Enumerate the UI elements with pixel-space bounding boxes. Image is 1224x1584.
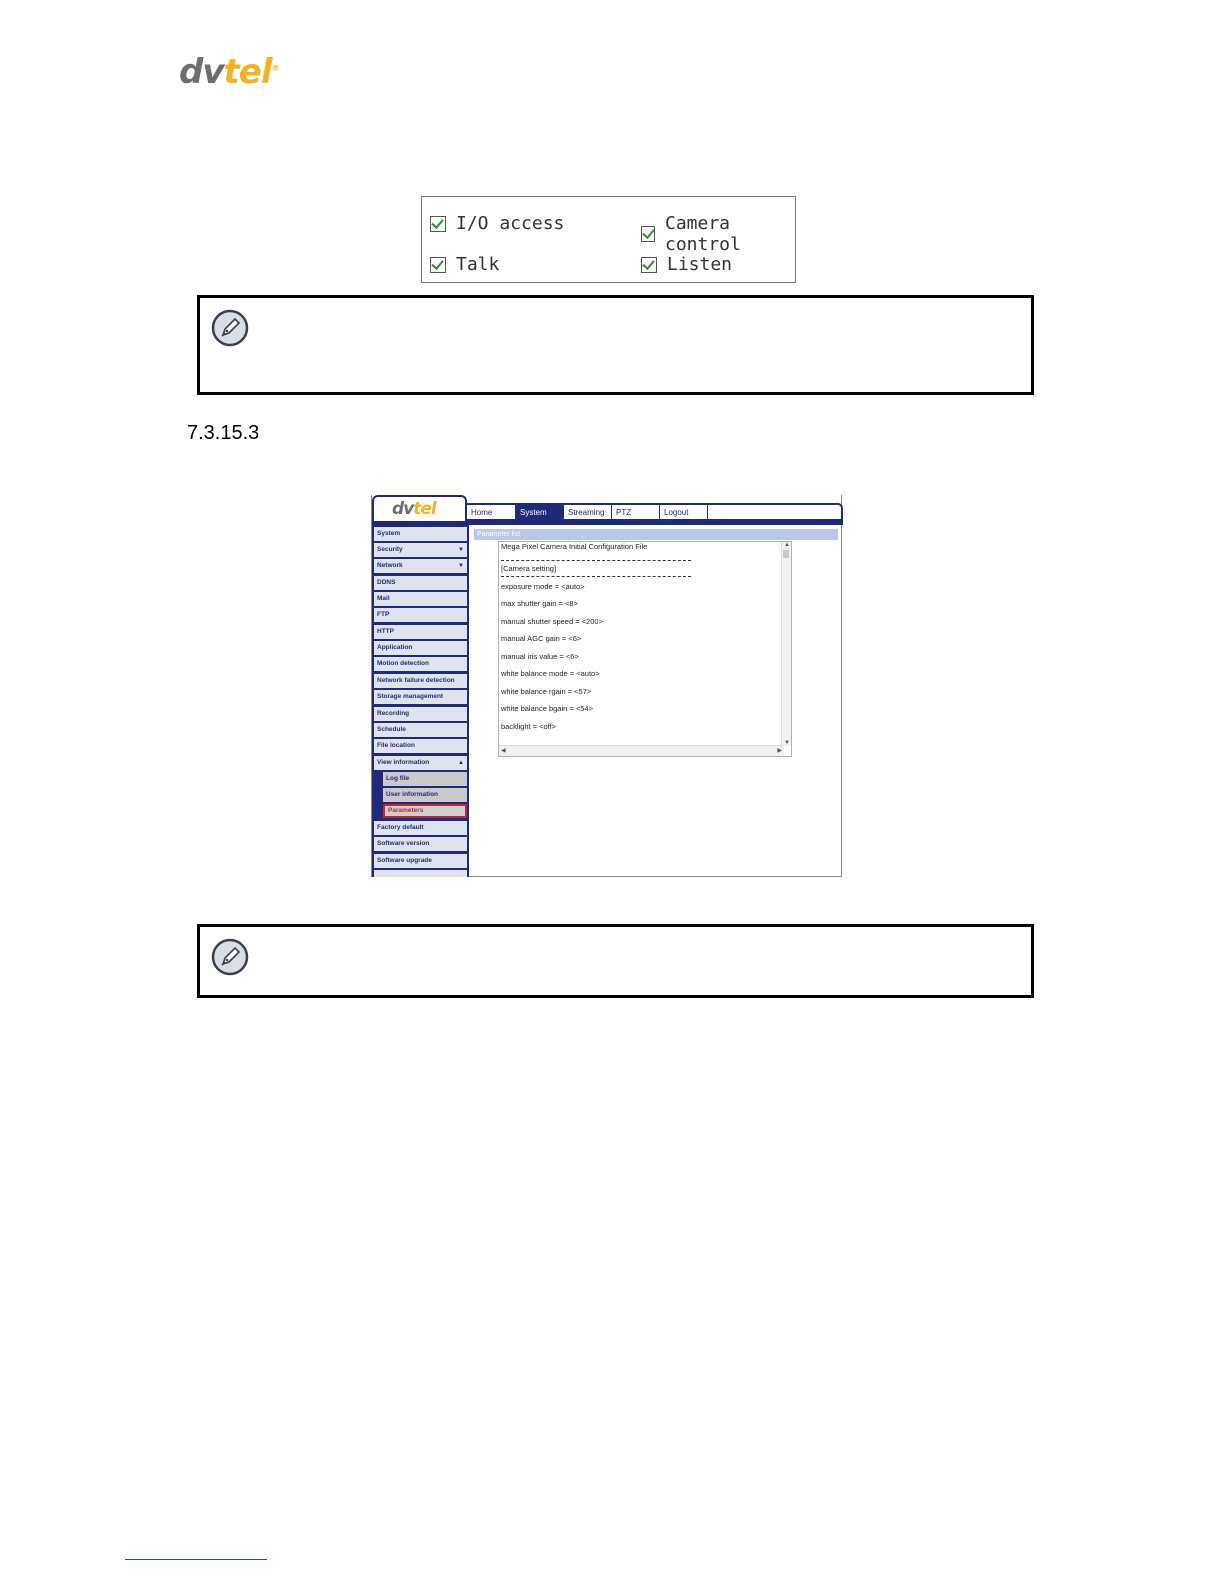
io-access-option[interactable] xyxy=(430,213,564,234)
content-title: Parameter list xyxy=(474,529,838,540)
logo-dv: dv xyxy=(179,52,224,92)
param-line: white balance bgain = <54> xyxy=(501,704,593,713)
horizontal-scrollbar[interactable] xyxy=(499,745,784,756)
talk-label: Talk xyxy=(456,254,500,275)
logo-registered-mark: ® xyxy=(271,63,279,73)
dvtel-logo xyxy=(179,52,278,92)
listen-label: Listen xyxy=(667,254,733,275)
param-line: manual iris value = <6> xyxy=(501,652,579,661)
param-line: exposure mode = <auto> xyxy=(501,582,585,591)
sidebar-item-recording[interactable]: Recording xyxy=(374,707,467,721)
talk-option[interactable] xyxy=(430,254,499,275)
triangle-down-icon: ▼ xyxy=(458,563,464,569)
camera-control-label: Camera control xyxy=(665,213,741,255)
note-box xyxy=(197,295,1034,395)
sidebar-item-ftp[interactable]: FTP xyxy=(374,608,467,622)
param-line: white balance mode = <auto> xyxy=(501,669,600,678)
ui-logo-tab xyxy=(372,495,467,521)
nav-tab-home[interactable]: Home xyxy=(467,505,516,521)
param-line: backlight = <off> xyxy=(501,722,557,731)
triangle-up-icon: ▲ xyxy=(458,760,464,766)
sidebar-item-ddns[interactable]: DDNS xyxy=(374,576,467,590)
logo-tel: tel xyxy=(223,52,272,92)
param-line: white balance rgain = <57> xyxy=(501,687,592,696)
param-line: manual AGC gain = <6> xyxy=(501,634,582,643)
separator-line xyxy=(501,560,691,561)
sidebar-subitem-user-information[interactable]: User information xyxy=(383,788,467,802)
checkbox-checked-icon[interactable] xyxy=(430,257,446,273)
pen-note-icon xyxy=(210,937,250,977)
nav-tab-system[interactable]: System xyxy=(516,505,564,521)
param-section: [Camera setting] xyxy=(501,564,557,573)
scroll-down-arrow-icon[interactable]: ▼ xyxy=(784,740,790,746)
sidebar-subitem-parameters[interactable]: Parameters xyxy=(383,804,467,818)
section-number: 7.3.15.3 xyxy=(187,422,260,444)
sidebar-item-view-information[interactable]: View information ▲ xyxy=(374,756,467,770)
note-box xyxy=(197,924,1034,998)
nav-tab-ptz[interactable]: PTZ xyxy=(612,505,660,521)
sidebar-item-motion-detection[interactable]: Motion detection xyxy=(374,657,467,671)
param-file-title: Mega Pixel Camera Initial Configuration File xyxy=(501,542,648,551)
sidebar-item-security[interactable]: Security ▼ xyxy=(374,543,467,557)
listen-option[interactable] xyxy=(641,254,732,275)
sidebar-item-factory-default[interactable]: Factory default xyxy=(374,821,467,835)
sidebar-item-network-failure-detection[interactable]: Network failure detection xyxy=(374,674,467,688)
triangle-down-icon: ▼ xyxy=(458,547,464,553)
sidebar-item-system[interactable]: System xyxy=(374,527,467,541)
sidebar-item-schedule[interactable]: Schedule xyxy=(374,723,467,737)
ui-logo-dv: dv xyxy=(392,499,414,519)
separator-line xyxy=(501,576,691,577)
parameter-list-textarea[interactable] xyxy=(498,541,792,757)
io-access-label: I/O access xyxy=(456,213,565,234)
sidebar-item-application[interactable]: Application xyxy=(374,641,467,655)
sidebar-item-storage-management[interactable]: Storage management xyxy=(374,690,467,704)
sidebar-item-software-version[interactable]: Software version xyxy=(374,837,467,851)
sidebar-item-http[interactable]: HTTP xyxy=(374,625,467,639)
camera-control-option[interactable] xyxy=(641,213,795,255)
footer-link-underline xyxy=(125,1559,267,1560)
nav-tab-streaming[interactable]: Streaming xyxy=(564,505,612,521)
sidebar-subitem-log-file[interactable]: Log file xyxy=(383,772,467,786)
sidebar-item-partial xyxy=(374,870,467,877)
sidebar-item-mail[interactable]: Mail xyxy=(374,592,467,606)
pen-note-icon xyxy=(210,308,250,348)
checkbox-checked-icon[interactable] xyxy=(641,257,657,273)
param-line: manual shutter speed = <200> xyxy=(501,617,603,626)
vertical-scrollbar[interactable] xyxy=(781,542,791,746)
scroll-thumb[interactable] xyxy=(783,550,789,558)
permissions-panel xyxy=(421,196,796,283)
top-nav-bar xyxy=(467,503,843,521)
ui-dvtel-logo xyxy=(392,499,436,519)
ui-logo-tel: tel xyxy=(413,499,436,519)
scroll-left-arrow-icon[interactable]: ◀ xyxy=(501,748,506,754)
param-line: max shutter gain = <8> xyxy=(501,599,578,608)
scroll-right-arrow-icon[interactable]: ▶ xyxy=(777,748,782,754)
checkbox-checked-icon[interactable] xyxy=(430,216,446,232)
checkbox-checked-icon[interactable] xyxy=(641,226,655,242)
nav-underline xyxy=(467,521,843,525)
sidebar xyxy=(372,521,469,877)
web-ui-screenshot xyxy=(371,495,842,877)
nav-tab-logout[interactable]: Logout xyxy=(660,505,708,521)
sidebar-item-software-upgrade[interactable]: Software upgrade xyxy=(374,854,467,868)
sidebar-item-file-location[interactable]: File location xyxy=(374,739,467,753)
sidebar-item-network[interactable]: Network ▼ xyxy=(374,559,467,573)
scroll-up-arrow-icon[interactable]: ▲ xyxy=(784,542,790,548)
